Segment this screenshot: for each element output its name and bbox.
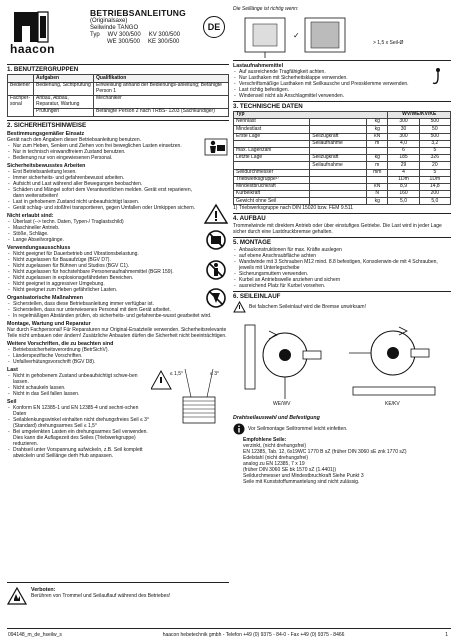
section-mounting-title: 5. MONTAGE bbox=[233, 237, 451, 246]
type-ke: KE 300/500 bbox=[148, 39, 180, 45]
table-row: Seilaufnahme m 29 20 bbox=[234, 162, 451, 169]
table-row: Letzte Lage Seilzugkraft kg 185 326 bbox=[234, 155, 451, 162]
document-id: 094148_m_de_hseilw_s bbox=[8, 632, 62, 638]
no-motor-icon bbox=[203, 229, 229, 251]
col-tasks: Aufgaben bbox=[34, 75, 94, 83]
table-row: Prüfungen Befähigte Person 2 nach TRBS- 1203 (Sachkundiger) bbox=[8, 108, 229, 116]
warning-triangle-icon bbox=[203, 203, 229, 225]
table-row: Mindestlast kg 30 50 bbox=[234, 126, 451, 133]
table-row: Erste Lage Seilzugkraft kN 300 500 bbox=[234, 133, 451, 140]
table-row: Bediener Bedienung, Sichtprüfung Einweisung anhand der Bedienungs-anleitung; Befähigte Person 1 bbox=[8, 82, 229, 95]
logo-text: haacon bbox=[10, 42, 56, 56]
section-safety-title: 2. SICHERHEITSHINWEISE bbox=[7, 120, 229, 129]
rope-figures bbox=[233, 12, 451, 60]
section-rope-inlet-title: 6. SEILEINLAUF bbox=[233, 291, 451, 300]
rope-inlet-warning: Bei falschem Seileinlauf wird die Bremse unwirksam! bbox=[249, 304, 366, 311]
table-row: Nennlast kg 300 500 bbox=[234, 119, 451, 126]
table-row: Kurbelkraft N 160 200 bbox=[234, 191, 451, 198]
document-title: BETRIEBSANLEITUNG bbox=[90, 8, 186, 18]
person-reading-icon bbox=[203, 137, 229, 157]
rope-selection-title: Drahtseilauswahl und Befestigung bbox=[233, 415, 320, 422]
tech-data-table: Typ WV/WE/KV/KE Nennlast kg 300 500 Mindestlast kg 30 50 Erste Lage Seilzugkraft kN 300 500 Seilaufnahme m 4,0 3,2 max. Lagenzahl 6 5 Letzte Lage Seilzugkraft kg 185 326 Seilaufnahme m 29 20 Seildurchmesser mm 4 5 Triebwerksgruppe¹⁾ 1Dm 1Dm Mindestbruchkraft kN 8,9 14,8 Kurbelkraft N 160 200 Gewicht ohne Seil kg 5,0 5,0 bbox=[233, 111, 451, 205]
section-tech-title: 3. TECHNISCHE DATEN bbox=[233, 101, 451, 110]
table-row: Mindestbruchkraft kN 8,9 14,8 bbox=[234, 183, 451, 190]
info-icon bbox=[233, 423, 245, 435]
table-row: Triebwerksgruppe¹⁾ 1Dm 1Dm bbox=[234, 176, 451, 183]
rope-angle-diagram bbox=[151, 367, 227, 437]
fig-label-we-wv: WE/WV bbox=[273, 401, 291, 408]
we-wv-diagram bbox=[239, 315, 329, 399]
rope-length-label: > 1,5 x Seil-Ø bbox=[373, 40, 404, 46]
product-name: Seilwinde TANGO bbox=[90, 25, 139, 31]
winch-figures bbox=[233, 313, 451, 413]
svg-text:✓: ✓ bbox=[293, 31, 300, 40]
section-user-groups-title: 1. BENUTZERGRUPPEN bbox=[7, 64, 229, 73]
right-column: Die Seillänge ist richtig wenn: ✓ > 1,5 x Seil-Ø Lastaufnahmemittel - Auf ausreichende Tragfähigkeit achten. - Nur Lasthaken mit Sicherheitsklappe verwenden. - Verschriftsmäßige Lasthaken mit Seilkausche und Pressklemme verwenden. - Last richtig befestigen. - Windenseil nicht als Anschlagmittel verwenden. 3. TECHNISCHE DATEN Typ WV/WE/KV/KE Nennlast kg 300 500 Mindestlast kg 30 50 Erste Lage Seilzugkraft kN 300 500 Seilaufnahme m 4,0 3,2 max. Lagenzahl 6 5 Letzte Lage Seilzugkraft kg 185 326 Seilaufnahme m 29 20 Seildurchmesser mm 4 5 Triebwerksgruppe¹⁾ 1Dm 1Dm Mindestbruchkraft kN 8,9 14,8 Kurbelkraft N 160 200 Gewicht ohne Seil kg 5,0 5,0 1) Triebwerksgruppe nach DIN 15020 bzw. FEM 9.511 4. AUFBAU Trommelwinde mit direktem Antrieb oder über einstufiges Getriebe. Die Last wird in jeder Lage sicher durch eine Lastdruckbremse gehalten. 5. MONTAGE - Anbaukonstruktionen für max. Kräfte auslegen - auf ebene Anschraubfläche achten - Wandwinde mit 3 Schrauben M12 mind. 8.8 befestigen, Konsolenwin-de mit 4 Schrauben, jeweils mit Unterlegscheibe - Sicherungsmuttern verwenden. - Kurbel an Antriebswelle anziehen und sichern - ausreichend Platz für Kurbel vorsehen. 6. SEILEINLAUF Bei falschem Seileinlauf wird die Bremse unwirksam! WE/WV KE/KV Drahtseilauswahl und Befestigung Vor Seilmontage Seiltrommel leicht einfetten. Empfohlene Seile: verzinkt, (nicht drehungsfrei) EN 12385, Tab. 12, 6x19WC 1770 B sZ (früher DIN 3060 sE znk 1770 sZ) Edelstahl (nicht drehungsfrei) analog zu EN 12385, 7 x 19 (früher DIN 3060 SE bk 1570 sZ (1.4401)) Seildurchmesser und Mindestbruchkraft Siehe Punkt 3 Seile mit Kunststoffummantelung sind nicht zulässig. bbox=[233, 6, 451, 485]
tech-footnote: 1) Triebwerksgruppe nach DIN 15020 bzw. FEM 9.511 bbox=[233, 205, 353, 212]
typ-label: Typ bbox=[90, 32, 100, 38]
rope-figure-title: Die Seillänge ist richtig wenn: bbox=[233, 6, 299, 12]
fig-label-ke-kv: KE/KV bbox=[385, 401, 400, 408]
table-row: max. Lagenzahl 6 5 bbox=[234, 147, 451, 154]
warning-icon bbox=[233, 301, 246, 313]
left-column: 1. BENUTZERGRUPPEN Aufgaben Qualifikation Bediener Bedienung, Sichtprüfung Einweisung anhand der Bedienungs-anleitung; Befähigte Person 1 Fachper-sonal Anbau, Abbau, Reparatur, Wartung Mechaniker Prüfungen Befähigte Person 2 nach TRBS- 1203 (Sachkundiger) 2. SICHERHEITSHINWEISE Bestimmungsgemäßer Einsatz Gerät nach den Angaben dieser Betriebsanleitung benutzen. - Nur zum Heben, Senken und Ziehen von frei beweglichen Lasten einsetzen. - Nur in technisch einwandfreiem Zustand benutzen. - Bedienung nur von eingewiesenen Personal. Sicherheitsbewusstes Arbeiten - Erst Betriebsanleitung lesen. - Immer sicherheits- und gefahrenbewusst arbeiten. - Aufsicht und Last während aller Bewegungen beobachten. - Schäden und Mängel sofort dem Verantwortlichen melden. Gerät erst reparieren, dann weiterarbeiten! - Last in gehobenem Zustand nicht unbeaufsichtigt lassen. - Gerät schlag- und stoßfrei transportieren, gegen Umfallen oder Umkippen sichern. Nicht erlaubt sind: - Überlast (--> techn. Daten, Typen-/ Traglastschild) - Maschineller Antrieb. - Stöße, Schläge. - Lange Abseilvorgänge. Verwendungsausschluss - Nicht geeignet für Dauerbetrieb und Vibrationsbelastung. - Nicht zugelassen für Bauaufzüge (BGV D7). - Nicht zugelassen für Bühnen und Studios (BGV C1). - Nicht zugelassen für hochstehbare Personenaufnahmemittel (BGR 159). - Nicht zugelassen in explosionsgefährdeten Bereichen. - Nicht geeignet in aggressiver Umgebung. - Nicht geeignet zum Heben gefährlicher Lasten. Organisatorische Maßnahmen - Sicherstellen, dass diese Betriebsanleitung immer verfügbar ist. - Sicherstellen, dass nur unterwiesenes Personal mit dem Gerät arbeitet. - In regelmäßigen Abständen prüfen, ob sicherheits- und gefahrenbe-wusst gearbeitet wird. Montage, Wartung und Reparatur Nur durch Fachpersonal! Für Reparaturen nur Original-Ersatzteile verwenden. Sicherheitsrelevante Teile nicht umbauen oder ändern! Zusätzliche Anbauten dürfen die Sicherheit nicht beeinträchtigen. Weitere Vorschriften, die zu beachten sind - Betriebssicherheitsverordnung (BetrSichV). - Länderspezifische Vorschriften. - Unfallverhütungsvorschrift (BGV D8). Last - Nicht in gehobenem Zustand unbeaufsichtigt schwe-ben lassen. - Nicht schaukeln lassen. - Nicht in das Seil fallen lassen. Seil - Konform EN 12385-1 und EN 12385-4 und sechni-schen Daten - Seilablenkungswinkel einhalten nicht drehungsfreies Seil ≤ 3° (Standard) drehungsarmes Seil ≤ 1,5° - Bei umgelenkten Lasten ein drehungsarmes Seil verwenden. Dies kann die Auflagezeit des Seiles (Triebwerkgruppe) reduzieren. - Drahtseil unter Vorspannung aufwickeln, z.B. Seil komplett abwickeln und Seillänge derh Hub anpassen. ≤ 1,5° ≤ 3° bbox=[7, 62, 229, 459]
ke-kv-diagram bbox=[349, 315, 439, 399]
company-info: haacon hebetechnik gmbh - Telefon +49 (0) 9375 - 84-0 - Fax +49 (0) 9375 - 8466 bbox=[162, 632, 345, 638]
table-row: Gewicht ohne Seil kg 5,0 5,0 bbox=[234, 198, 451, 205]
type-wv: WV 300/500 bbox=[107, 32, 141, 38]
col-qualification: Qualifikation bbox=[94, 75, 229, 83]
footer bbox=[8, 632, 448, 638]
section-assembly-title: 4. AUFBAU bbox=[233, 213, 451, 222]
hook-icon bbox=[425, 67, 451, 89]
document-subtitle: (Originalsaxe) bbox=[90, 18, 128, 24]
language-badge: DE bbox=[203, 16, 225, 38]
type-we: WE 300/500 bbox=[107, 39, 141, 45]
angle-label-1: ≤ 1,5° bbox=[169, 370, 183, 377]
drum-diagram bbox=[241, 14, 361, 58]
table-row: Seilaufnahme m 4,0 3,2 bbox=[234, 140, 451, 147]
table-row: Fachper-sonal Anbau, Abbau, Reparatur, Wartung Mechaniker bbox=[8, 95, 229, 108]
angle-label-2: ≤ 3° bbox=[210, 370, 219, 377]
no-person-icon bbox=[203, 259, 229, 281]
page-number: 1 bbox=[445, 632, 448, 638]
bottom-warning: Verboten: Berühren von Trommel und Seilauflauf während des Betriebes! bbox=[7, 582, 229, 605]
user-groups-table bbox=[7, 74, 229, 117]
grease-info: Vor Seilmontage Seiltrommel leicht einfetten. bbox=[248, 426, 348, 433]
table-row: Seildurchmesser mm 4 5 bbox=[234, 169, 451, 176]
type-kv: KV 300/500 bbox=[148, 32, 181, 38]
hand-warning-icon bbox=[7, 587, 27, 605]
